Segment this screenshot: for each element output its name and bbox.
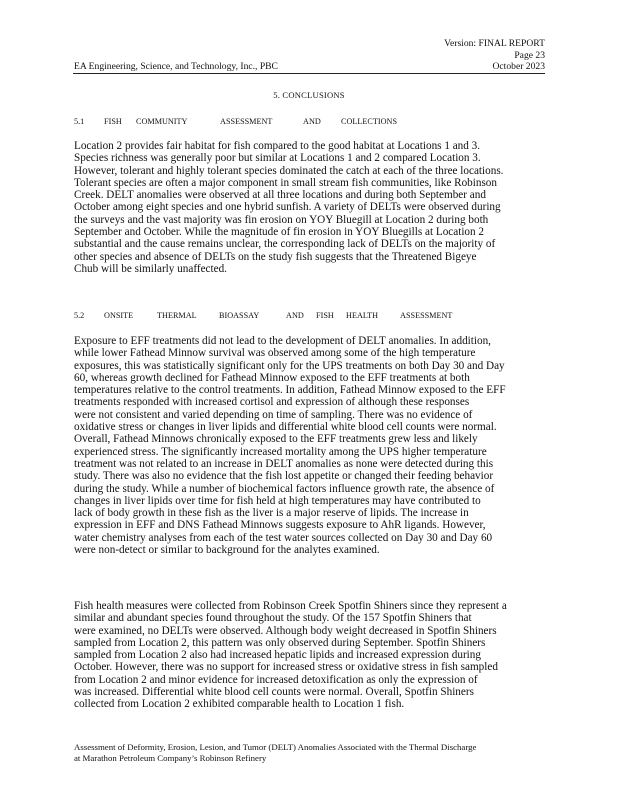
paragraph-line: Species richness was generally poor but similar at Locations 1 and 2 compared Location 3. [74, 152, 481, 165]
subsection-word: COMMUNITY [136, 117, 188, 126]
paragraph-line: Fish health measures were collected from Robinson Creek Spotfin Shiners since they represent a [74, 600, 507, 612]
subsection-word: BIOASSAY [219, 311, 260, 320]
paragraph-line: similar and abundant species found throughout the study. Of the 157 Spotfin Shiners that [74, 612, 472, 625]
report-date: October 2023 [492, 61, 545, 73]
paragraph-line: Overall, Fathead Minnows chronically exposed to the EFF treatments grew less and likely [74, 433, 478, 446]
page-number: Page 23 [514, 49, 545, 61]
subsection-word: THERMAL [157, 311, 197, 320]
paragraph-line: was increased. Differential white blood cell counts were normal. Overall, Spotfin Shiners [74, 686, 474, 699]
subsection-heading-thermal-bioassay [74, 311, 480, 320]
paragraph-line: October among eight species and one hybrid sunfish. A variety of DELTs were observed during [74, 201, 501, 214]
subsection-word: FISH [104, 117, 122, 126]
footer [74, 742, 476, 764]
paragraph-line: water chemistry analyses from each of the test water sources collected on Day 30 and Day 60 [74, 531, 493, 544]
subsection-word: ASSESSMENT [220, 117, 273, 126]
paragraph-line: temperatures relative to the control treatments. In addition, Fathead Minnow exposed to the EFF [74, 384, 506, 397]
paragraph-line: from Location 2 and minor evidence for increased detoxification as only the expression of [74, 673, 478, 686]
company-name: EA Engineering, Science, and Technology, Inc., PBC [74, 61, 278, 72]
paragraph-line: were non-detect or similar to background for the analytes examined. [74, 544, 380, 557]
paragraph-line: changes in liver lipids over time for fish held at high temperatures may have contributed to [74, 494, 481, 507]
paragraph-line: study. There was also no evidence that the fish lost appetite or changed their feeding behavior [74, 470, 494, 483]
subsection-word: AND [286, 311, 304, 320]
paragraph-line: sampled from Location 2 also had increased hepatic lipids and increased expression during [74, 649, 481, 662]
subsection-word: FISH [316, 311, 334, 320]
footer-line: at Marathon Petroleum Company’s Robinson Refinery [74, 753, 267, 763]
paragraph-line: during the study. While a number of biochemical factors influence growth rate, the absence of [74, 482, 495, 495]
paragraph-line: were not consistent and varied depending on time of sampling. There was no evidence of [74, 408, 473, 421]
header-rule [73, 73, 545, 74]
paragraph-thermal-bioassay [74, 335, 552, 556]
subsection-heading-fish-community [74, 117, 421, 126]
paragraph-fish-community [74, 140, 552, 275]
paragraph-line: were examined, no DELTs were observed. Although body weight decreased in Spotfin Shiners [74, 624, 497, 637]
subsection-word: AND [303, 117, 321, 126]
paragraph-line: Creek. DELT anomalies were observed at all three locations and during both September and [74, 189, 486, 202]
subsection-number: 5.1 [74, 117, 85, 126]
paragraph-line: Exposure to EFF treatments did not lead to the development of DELT anomalies. In addition, [74, 335, 491, 347]
paragraph-line: sampled from Location 2, this pattern was only observed during September. Spotfin Shiners [74, 636, 486, 649]
section-title: 5. CONCLUSIONS [273, 90, 345, 100]
paragraph-fish-health [74, 600, 552, 711]
paragraph-line: while lower Fathead Minnow survival was observed among some of the high temperature [74, 347, 476, 360]
paragraph-line: expression in EFF and DNS Fathead Minnows suggests exposure to AhR ligands. However, [74, 519, 486, 532]
paragraph-line: exposures, this was statistically significant only for the UPS treatments on both Day 30 and Day [74, 359, 505, 372]
paragraph-line: treatment was not related to an increase in DELT anomalies as none were detected during this [74, 457, 494, 470]
paragraph-line: the surveys and the vast majority was fin erosion on YOY Bluegill at Location 2 during both [74, 213, 489, 226]
paragraph-line: However, tolerant and highly tolerant species dominated the catch at each of the three locations. [74, 164, 504, 177]
footer-line: Assessment of Deformity, Erosion, Lesion, and Tumor (DELT) Anomalies Associated with the Thermal Discharge [74, 742, 477, 752]
paragraph-line: 60, whereas growth declined for Fathead Minnow exposed to the EFF treatments at both [74, 371, 470, 384]
paragraph-line: Location 2 provides fair habitat for fish compared to the good habitat at Locations 1 and 3. [74, 140, 481, 152]
subsection-word: ONSITE [104, 311, 134, 320]
paragraph-line: Chub will be similarly unaffected. [74, 262, 227, 275]
paragraph-line: other species and absence of DELTs on the study fish suggests that the Threatened Bigeye [74, 250, 477, 263]
paragraph-line: experienced stress. The significantly increased mortality among the UPS higher temperature [74, 445, 487, 458]
paragraph-line: Tolerant species are often a major component in small stream fish communities, like Robinson [74, 176, 497, 189]
paragraph-line: substantial and the cause remains unclear, the corresponding lack of DELTs on the majority of [74, 238, 496, 251]
subsection-number: 5.2 [74, 311, 85, 320]
paragraph-line: collected from Location 2 exhibited comparable health to Location 1 fish. [74, 698, 405, 711]
paragraph-line: September and October. While the magnitude of fin erosion in YOY Bluegills at Location 2 [74, 226, 485, 239]
report-version: Version: FINAL REPORT [444, 38, 545, 49]
paragraph-line: October. However, there was no support for increased stress or oxidative stress in fish sampled [74, 661, 498, 674]
header-right [444, 38, 545, 73]
paragraph-line: treatments responded with increased cortisol and expression of although these responses [74, 396, 470, 409]
paragraph-line: lack of body growth in these fish as the liver is a major reserve of lipids. The increase in [74, 507, 469, 520]
subsection-word: HEALTH [346, 311, 379, 320]
subsection-word: COLLECTIONS [341, 117, 397, 126]
subsection-word: ASSESSMENT [400, 311, 453, 320]
paragraph-line: oxidative stress or changes in liver lipids and differential white blood cell counts were normal. [74, 421, 497, 434]
